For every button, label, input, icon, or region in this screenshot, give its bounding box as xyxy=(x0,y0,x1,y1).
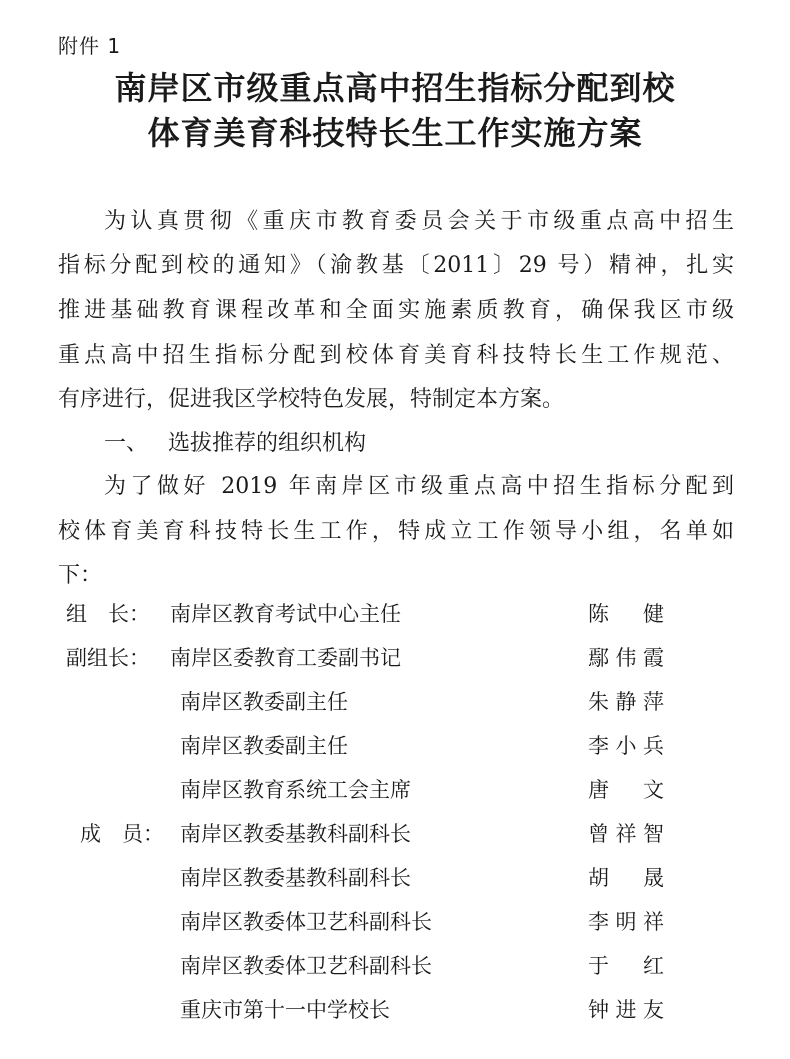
section-paragraph-line: 校体育美育科技特长生工作，特成立工作领导小组，名单如 xyxy=(58,519,734,544)
member-role: 副组长： xyxy=(66,646,150,670)
member-name: 钟进友 xyxy=(588,998,664,1022)
intro-paragraph-line: 推进基础教育课程改革和全面实施素质教育，确保我区市级 xyxy=(58,298,734,323)
member-name: 李小兵 xyxy=(588,734,664,758)
member-name: 陈健 xyxy=(588,602,664,626)
document-title-line-2: 体育美育科技特长生工作实施方案 xyxy=(147,114,643,152)
attachment-label: 附件 1 xyxy=(58,34,122,58)
member-row xyxy=(0,862,790,902)
member-name: 于红 xyxy=(588,954,664,978)
member-row xyxy=(0,906,790,946)
section-paragraph-line: 下： xyxy=(58,563,103,588)
section-number: 一、 xyxy=(104,431,149,456)
member-position: 南岸区教委副主任 xyxy=(180,734,348,758)
section-paragraph-line: 为了做好 2019 年南岸区市级重点高中招生指标分配到 xyxy=(104,474,734,499)
member-row xyxy=(0,730,790,770)
member-row xyxy=(0,818,790,858)
member-position: 南岸区教育系统工会主席 xyxy=(180,778,411,802)
member-position: 南岸区教委基教科副科长 xyxy=(180,822,411,846)
section-heading xyxy=(104,426,366,457)
section-heading-text: 选拔推荐的组织机构 xyxy=(168,431,367,456)
member-row xyxy=(0,686,790,726)
member-name: 朱静萍 xyxy=(588,690,664,714)
member-row xyxy=(0,950,790,990)
member-position: 南岸区教委基教科副科长 xyxy=(180,866,411,890)
member-row xyxy=(0,598,790,638)
intro-paragraph-line: 有序进行，促进我区学校特色发展，特制定本方案。 xyxy=(58,387,565,412)
intro-paragraph-line: 为认真贯彻《重庆市教育委员会关于市级重点高中招生 xyxy=(104,209,734,234)
member-row xyxy=(0,994,790,1034)
document-title-line-1: 南岸区市级重点高中招生指标分配到校 xyxy=(114,69,676,107)
member-position: 重庆市第十一中学校长 xyxy=(180,998,390,1022)
member-position: 南岸区委教育工委副书记 xyxy=(170,646,401,670)
member-position: 南岸区教委体卫艺科副科长 xyxy=(180,910,432,934)
member-role: 组 长： xyxy=(66,602,150,626)
member-position: 南岸区教委副主任 xyxy=(180,690,348,714)
member-name: 曾祥智 xyxy=(588,822,664,846)
member-name: 胡晟 xyxy=(588,866,664,890)
intro-paragraph-line: 重点高中招生指标分配到校体育美育科技特长生工作规范、 xyxy=(58,343,734,368)
member-row xyxy=(0,774,790,814)
member-row xyxy=(0,642,790,682)
member-position: 南岸区教委体卫艺科副科长 xyxy=(180,954,432,978)
intro-paragraph-line: 指标分配到校的通知》（渝教基〔2011〕29 号）精神，扎实 xyxy=(58,253,734,278)
member-name: 鄢伟霞 xyxy=(588,646,664,670)
member-name: 唐文 xyxy=(588,778,664,802)
member-role: 成 员： xyxy=(80,822,164,846)
member-position: 南岸区教育考试中心主任 xyxy=(170,602,401,626)
member-name: 李明祥 xyxy=(588,910,664,934)
